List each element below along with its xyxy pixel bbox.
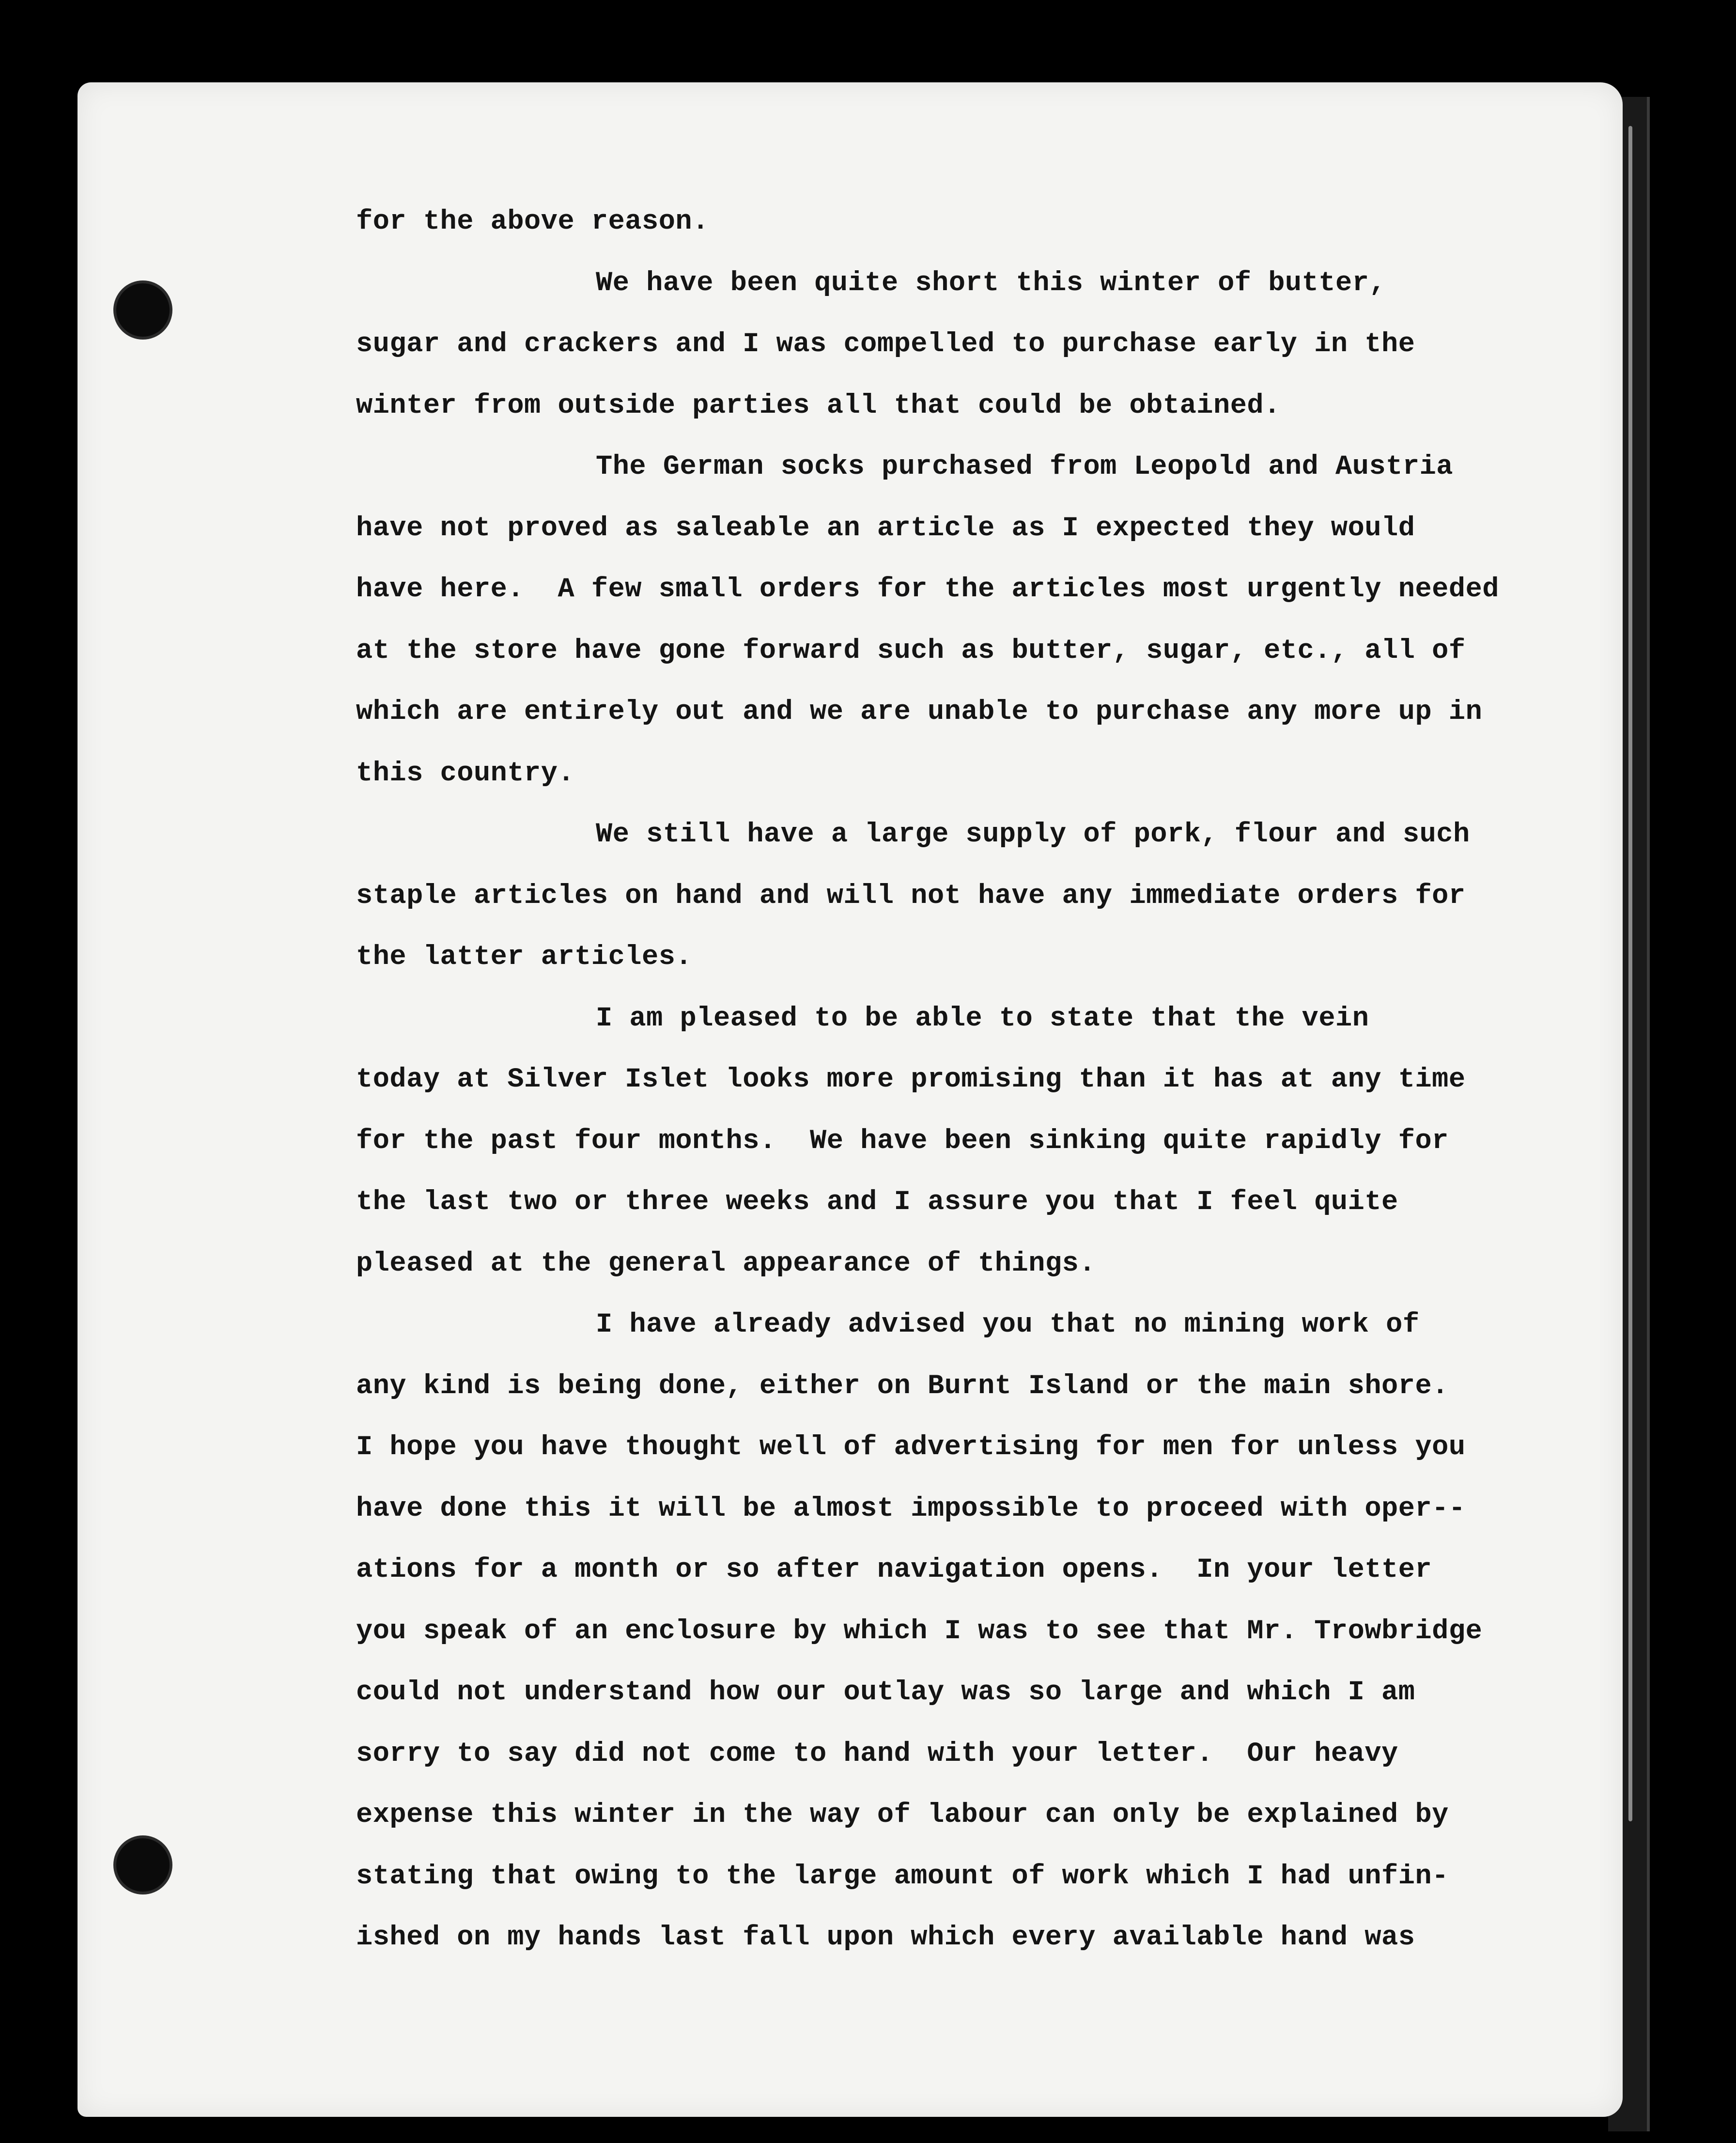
text-line: We still have a large supply of pork, flour and such — [596, 819, 1470, 850]
text-line: at the store have gone forward such as butter, sugar, etc., all of — [356, 635, 1466, 667]
text-line: which are entirely out and we are unable to purchase any more up in — [356, 697, 1483, 728]
text-line: the latter articles. — [356, 942, 693, 973]
text-line: I hope you have thought well of advertising for men for unless you — [356, 1432, 1466, 1463]
text-line: you speak of an enclosure by which I was to see that Mr. Trowbridge — [356, 1615, 1483, 1647]
text-line: for the past four months. We have been sinking quite rapidly for — [356, 1125, 1449, 1157]
text-line: have not proved as saleable an article as I expected they would — [356, 512, 1415, 544]
text-line: staple articles on hand and will not have any immediate orders for — [356, 880, 1466, 912]
text-line: pleased at the general appearance of things. — [356, 1248, 1096, 1279]
text-line: I am pleased to be able to state that the vein — [596, 1003, 1369, 1034]
text-line: any kind is being done, either on Burnt Island or the main shore. — [356, 1370, 1449, 1402]
text-line: the last two or three weeks and I assure you that I feel quite — [356, 1187, 1398, 1218]
text-line: ations for a month or so after navigation opens. In your letter — [356, 1554, 1432, 1585]
text-line: could not understand how our outlay was so large and which I am — [356, 1677, 1415, 1708]
text-line: I have already advised you that no mining work of — [596, 1309, 1420, 1340]
text-line: this country. — [356, 758, 575, 789]
text-line: expense this winter in the way of labour can only be explained by — [356, 1800, 1449, 1831]
text-line: have done this it will be almost impossible to proceed with oper-- — [356, 1493, 1466, 1524]
text-line: sugar and crackers and I was compelled to purchase early in the — [356, 329, 1415, 360]
underlying-page-edge-shadow — [1628, 126, 1632, 1821]
text-line: sorry to say did not come to hand with your letter. Our heavy — [356, 1738, 1398, 1770]
text-line: have here. A few small orders for the articles most urgently needed — [356, 574, 1499, 605]
text-line: for the above reason. — [356, 206, 709, 237]
text-line: stating that owing to the large amount of work which I had unfin- — [356, 1861, 1449, 1892]
text-line: ished on my hands last fall upon which every available hand was — [356, 1922, 1415, 1953]
letter-body — [356, 191, 1615, 1969]
text-line: We have been quite short this winter of butter, — [596, 267, 1386, 299]
text-line: today at Silver Islet looks more promising than it has at any time — [356, 1064, 1466, 1095]
punch-hole-bottom — [116, 1838, 170, 1892]
text-line: winter from outside parties all that could be obtained. — [356, 390, 1281, 421]
punch-hole-top — [116, 283, 170, 337]
text-line: The German socks purchased from Leopold and Austria — [596, 451, 1453, 482]
